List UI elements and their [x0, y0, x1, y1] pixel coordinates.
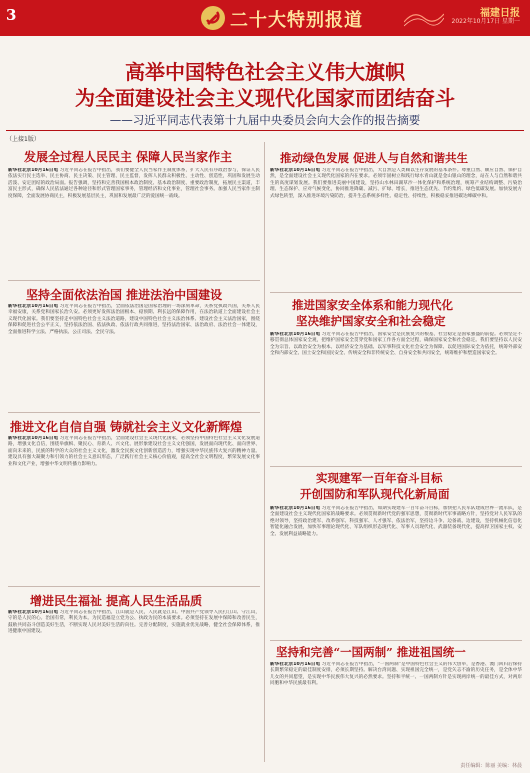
paper-date: 2022年10月17日 星期一: [451, 18, 520, 25]
section-title-livelihood: 增进民生福祉 提高人民生活品质: [30, 594, 203, 608]
section-banner: [0, 0, 530, 36]
section-title-culture: 推进文化自信自强 铸就社会主义文化新辉煌: [10, 420, 243, 434]
dateline: 新华社北京10月16日电: [270, 662, 321, 667]
dateline: 新华社北京10月16日电: [8, 610, 59, 615]
dateline: 新华社北京10月16日电: [270, 332, 321, 337]
page-footer: 责任编辑：陈丽 美编：林晨: [460, 763, 522, 769]
section-title: 二十大特别报道: [230, 10, 363, 31]
section-divider: [8, 586, 260, 587]
body-text: 习近平同志在报告中指出，江山就是人民，人民就是江山。中国共产党领导人民打江山、守江山，守的是人民的心。治国有常，利民为本。为民造福是立党为公、执政为民的本质要求。必须坚持在发展中保障和改善民生，鼓励共同奋斗创造美好生活，不断实现人民对美好生活的向往。完善分配制度，实施就业优先战略，健全社会保障体系，推进健康中国建设。: [8, 610, 260, 635]
body-text: 习近平同志在报告中指出，“一国两制”是中国特色社会主义的伟大创举，是香港、澳门回归后保持长期繁荣稳定的最佳制度安排，必须长期坚持。解决台湾问题、实现祖国完全统一，是党矢志不渝的历史任务，是全体中华儿女的共同愿望，是实现中华民族伟大复兴的必然要求。坚持和平统一、一国两制方针是实现两岸统一的最佳方式，对两岸同胞和中华民族最有利。: [270, 662, 522, 687]
section-title-democracy: 发展全过程人民民主 保障人民当家作主: [24, 150, 233, 164]
section-body-military: [270, 506, 522, 638]
ribbon-decoration: [404, 8, 444, 28]
dateline: 新华社北京10月16日电: [8, 168, 59, 173]
section-divider: [8, 280, 260, 281]
section-body-livelihood: [8, 610, 260, 760]
section-divider: [8, 412, 260, 413]
section-body-democracy: [8, 168, 260, 278]
section-divider: [270, 466, 522, 467]
byline: （上接1版）: [6, 136, 40, 143]
body-text: 习近平同志在报告中指出，大自然是人类赖以生存发展的基本条件。尊重自然、顺应自然、保护自然，是全面建设社会主义现代化国家的内在要求。必须牢固树立和践行绿水青山就是金山银山的理念，站在人与自然和谐共生的高度谋划发展。我们要推进美丽中国建设，坚持山水林田湖草沙一体化保护和系统治理，统筹产业结构调整、污染治理、生态保护、应对气候变化，协同推进降碳、减污、扩绿、增长，推进生态优先、节约集约、绿色低碳发展。加快发展方式绿色转型，深入推进环境污染防治，提升生态系统多样性、稳定性、持续性，积极稳妥推进碳达峰碳中和。: [270, 168, 522, 199]
subheadline: ——习近平同志代表第十九届中央委员会向大会作的报告摘要: [109, 113, 421, 127]
section-title-security-line2: 坚决维护国家安全和社会稳定: [296, 314, 446, 328]
main-headline-line1: 高举中国特色社会主义伟大旗帜: [125, 60, 405, 84]
main-headline-line2: 为全面建设社会主义现代化国家而团结奋斗: [75, 86, 455, 110]
section-body-green: [270, 168, 522, 290]
section-title-reunification: 坚持和完善“一国两制” 推进祖国统一: [276, 645, 466, 659]
section-title-security: 推进国家安全体系和能力现代化: [292, 298, 453, 312]
section-title-military: 实现建军一百年奋斗目标: [316, 471, 443, 485]
dateline: 新华社北京10月16日电: [8, 436, 59, 441]
section-divider: [270, 640, 522, 641]
dateline: 新华社北京10月16日电: [270, 506, 321, 511]
body-text: 习近平同志在报告中指出，国家安全是民族复兴的根基，社会稳定是国家强盛的前提。必须坚定不移贯彻总体国家安全观，把维护国家安全贯穿党和国家工作各方面全过程，确保国家安全和社会稳定。我们要坚持以人民安全为宗旨、以政治安全为根本、以经济安全为基础、以军事科技文化社会安全为保障、以促进国际安全为依托，统筹外部安全和内部安全、国土安全和国民安全、传统安全和非传统安全、自身安全和共同安全，统筹维护和塑造国家安全。: [270, 332, 522, 357]
section-body-security: [270, 332, 522, 464]
section-title-rule-of-law: 坚持全面依法治国 推进法治中国建设: [26, 288, 223, 302]
section-body-culture: [8, 436, 260, 582]
paper-name: 福建日报: [480, 8, 520, 19]
section-body-rule-of-law: [8, 304, 260, 410]
body-text: 习近平同志在报告中指出，如期实现建军一百年奋斗目标，加快把人民军队建成世界一流军队，是全面建设社会主义现代化国家的战略要求。必须贯彻新时代党的强军思想，贯彻新时代军事战略方针，坚持党对人民军队的绝对领导，坚持政治建军、改革强军、科技强军、人才强军、依法治军，坚持边斗争、边备战、边建设，坚持机械化信息化智能化融合发展，加快军事理论现代化、军队组织形态现代化、军事人员现代化、武器装备现代化，提高捍卫国家主权、安全、发展利益战略能力。: [270, 506, 522, 537]
section-title-green: 推动绿色发展 促进人与自然和谐共生: [280, 151, 469, 165]
section-title-military-line2: 开创国防和军队现代化新局面: [300, 487, 450, 501]
page-number: 3: [6, 6, 17, 24]
headline-rule: [6, 130, 524, 131]
dateline: 新华社北京10月16日电: [8, 304, 59, 309]
section-divider: [270, 292, 522, 293]
body-text: 习近平同志在报告中指出，全面依法治国是国家治理的一场深刻革命，关系党执政兴国，关系人民幸福安康，关系党和国家长治久安。必须更好发挥法治固根本、稳预期、利长远的保障作用，在法治轨道上全面建设社会主义现代化国家。我们要坚持走中国特色社会主义法治道路，建设中国特色社会主义法治体系、建设社会主义法治国家，围绕保障和促进社会公平正义，坚持依法治国、依法执政、依法行政共同推进，坚持法治国家、法治政府、法治社会一体建设，全面推进科学立法、严格执法、公正司法、全民守法。: [8, 304, 260, 335]
section-body-reunification: [270, 662, 522, 758]
column-divider: [264, 142, 265, 762]
body-text: 习近平同志在报告中指出，我们要健全人民当家作主制度体系，扩大人民有序政治参与，保证人民依法实行民主选举、民主协商、民主决策、民主管理、民主监督，发挥人民群众积极性、主动性、创造性，巩固和发展生动活泼、安定团结的政治局面。报告强调，坚持和完善我国根本政治制度、基本政治制度、重要政治制度，拓展民主渠道，丰富民主形式，确保人民依法通过各种途径和形式管理国家事务，管理经济和文化事业，管理社会事务。加强人民当家作主制度保障，全面发展协商民主，积极发展基层民主，巩固和发展最广泛的爱国统一战线。: [8, 168, 260, 199]
dateline: 新华社北京10月16日电: [270, 168, 321, 173]
party-emblem-icon: [200, 5, 226, 31]
body-text: 习近平同志在报告中指出，全面建设社会主义现代化国家，必须坚持中国特色社会主义文化发展道路，增强文化自信，围绕举旗帜、聚民心、育新人、兴文化、展形象建设社会主义文化强国，发展面向现代化、面向世界、面向未来的，民族的科学的大众的社会主义文化，激发全民族文化创新创造活力，增强实现中华民族伟大复兴的精神力量。建设具有强大凝聚力和引领力的社会主义意识形态，广泛践行社会主义核心价值观，提高全社会文明程度，繁荣发展文化事业和文化产业，增强中华文明传播力影响力。: [8, 436, 260, 467]
